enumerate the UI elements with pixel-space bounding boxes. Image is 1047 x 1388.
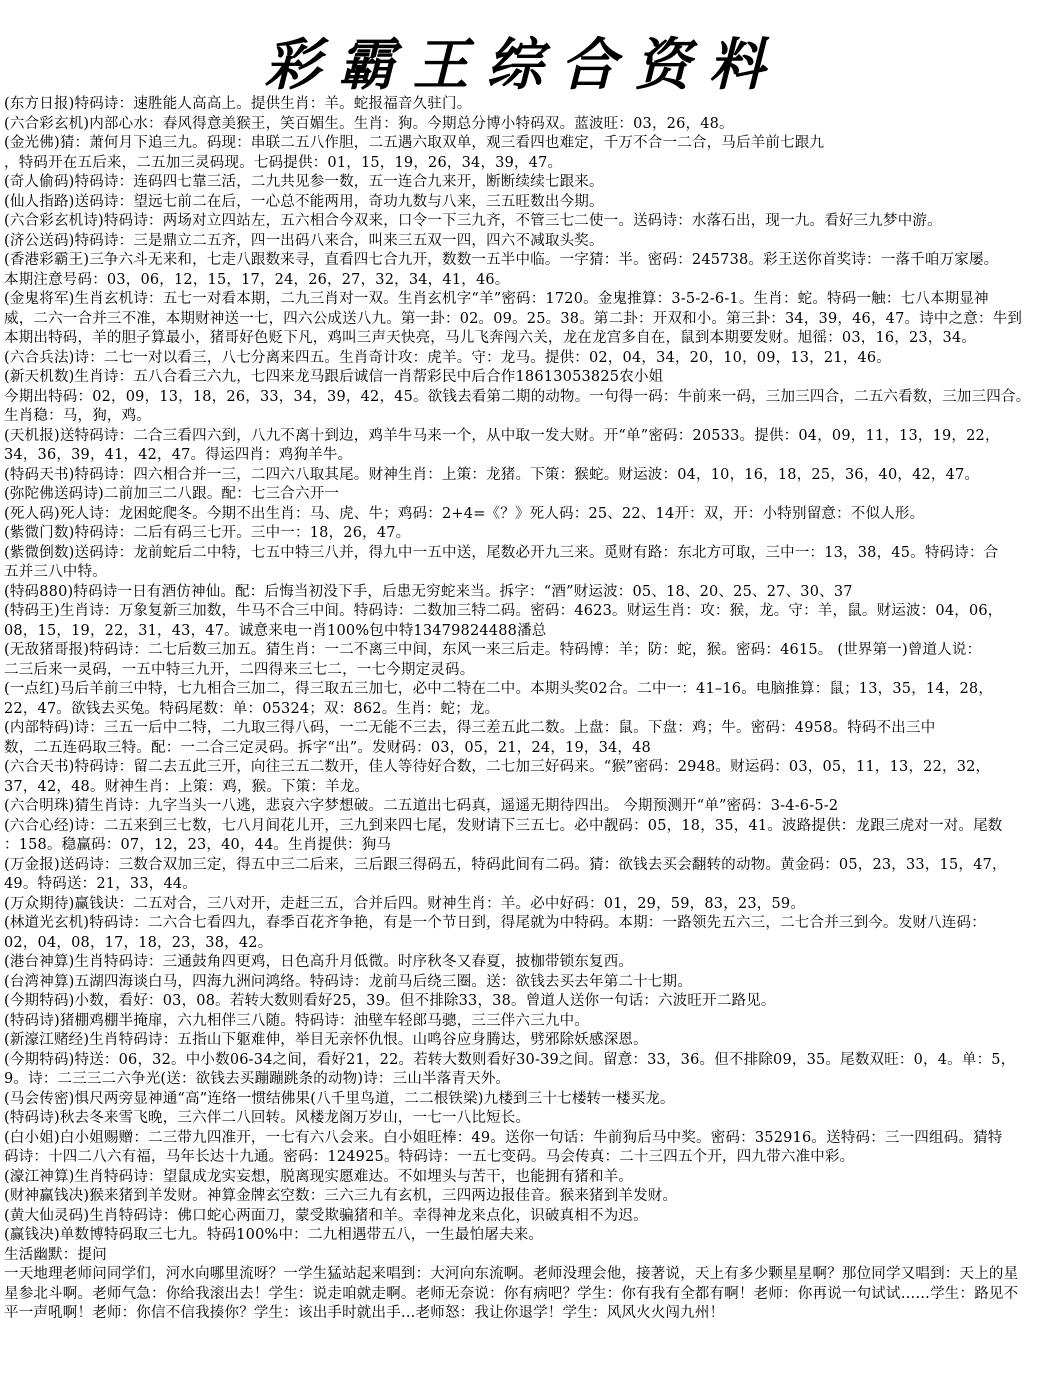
text-line: (万金报)送码诗：三数合双加三定，得五中三二后来，三后跟三得码五，特码此间有二码。猜：欲钱去买会翻转的动物。黄金码：05，23，33，15，47， <box>4 856 1007 873</box>
text-line: (特码880)特码诗一日有酒仿神仙。配：后悔当初没下手，后患无穷蛇来当。拆字：“酒”财运波：05、18、20、25、27、30、37 <box>4 583 853 600</box>
text-line: (财神赢钱决)猴来猪到羊发财。神算金牌玄空数：三六三九有玄机，三四两边报佳音。猴来猪到羊发财。 <box>4 1188 678 1204</box>
text-line: (新天机数)生肖诗：五八合看三六九，七四来龙马跟后诚信一肖帮彩民中后合作18613053825农小姐 <box>4 369 664 385</box>
text-line: (六合彩玄机诗)特码诗：两场对立四站左，五六相合今双来，口令一下三九齐，不管三七二使一。送码诗：水落石出，现一九。看好三九梦中游。 <box>4 213 942 229</box>
text-line: (六合兵法)诗：二七一对以看三，八七分离来四五。生肖奇计攻：虎羊。守：龙马。提供：02，04，34，20，10，09，13，21，46。 <box>4 349 891 366</box>
text-line: (天机报)送特码诗：二合三看四六到，八九不离十到边，鸡羊牛马来一个，从中取一发大财。开“单”密码：20533。提供：04，09，11，13，19，22， <box>4 427 1000 444</box>
text-line: (六合天书)特码诗：留二去五此三开，向往三五二数开，佳人等待好合数，二七加三好码来。“猴”密码：2948。财运码：03，05，11，13，22，32， <box>4 759 991 775</box>
text-line: (濠江神算)生肖特码诗：望鼠成龙实妄想，脱离现实愿难达。不如埋头与苦干，也能拥有猪和羊。 <box>4 1168 634 1185</box>
text-line: 02，04，08，17，18，23，38，42。 <box>4 934 273 951</box>
text-line: (金鬼将军)生肖玄机诗：五七一对看本期，二九三肖对一双。生肖玄机字“羊”密码：1720。金鬼推算：3-5-2-6-1。生肖：蛇。特码一触：七八本期显神 <box>4 291 989 307</box>
text-line: (弥陀佛送码诗)二前加三二八跟。配：七三合六开一 <box>4 486 340 502</box>
text-line: (无敌猪哥报)特码诗：二七后数三加五。猜生肖：一二不离三中间，东风一来三后走。特码博：羊；防：蛇，猴。密码：4615。 (世界第一)曾道人说： <box>4 642 982 658</box>
text-line: 数，二五连码取三特。配：一二合三定灵码。拆字“出”。发财码：03，05，21，24，19，34，48 <box>4 739 651 756</box>
text-line: (白小姐)白小姐赐赠：二三带九四准开，一七有六八会来。白小姐旺棒：49。送你一句话：牛前狗后马中奖。密码：352916。送特码：三一四组码。猜特 <box>4 1129 1003 1146</box>
text-line: (六合彩玄机)内部心水：春风得意美猴王，笑百媚生。生肖：狗。今期总分博小特码双。蓝波旺：03，26，48。 <box>4 115 734 132</box>
text-line: (奇人偷码)特码诗：连码四七靠三活，二九共见参一数，五一连合九来开，断断续续七跟来。 <box>4 174 604 190</box>
text-line: (今期特码)特送：06，32。中小数06-34之间，看好21，22。若转大数则看好30-39之间。留意：33，36。但不排除09，35。尾数双旺：0，4。单：5， <box>4 1051 1016 1068</box>
text-line: (一点红)马后羊前三中特，七九相合三加二，得三取五三加七，必中二特在二中。本期头奖02合。二中一：41–16。电脑推算：鼠；13，35，14，28， <box>4 681 994 697</box>
text-line: (济公送码)特码诗：三是鼎立二五齐，四一出码八来合，叫来三五双一四，四六不减取头奖。 <box>4 232 604 249</box>
text-line: (紫微倒数)送码诗：龙前蛇后二中特，七五中特三八并，得九中一五中送，尾数必开九三来。觅财有路：东北方可取，三中一：13，38，45。特码诗：合 <box>4 544 999 561</box>
text-line: (东方日报)特码诗：速胜能人高高上。提供生肖：羊。蛇报福音久驻门。 <box>4 96 472 112</box>
text-line: ：158。稳赢码：07，12，23，40，44。生肖提供：狗马 <box>4 837 392 853</box>
text-line: 二三后来一灵码，一五中特三九开，二四得来三七二，一七今期定灵码。 <box>4 661 475 678</box>
page-title: 彩霸王综合资料 <box>264 32 783 98</box>
document-body <box>4 95 1042 1324</box>
text-line: 今期出特码：02，09，13，18，26，33，34，39，42，45。欲钱去看第二期的动物。一句得一码：牛前来一码，三加三四合，二五六看数，三加三四合。 <box>4 388 1031 405</box>
text-line: (今期特码)小数，看好：03，08。若转大数则看好25，39。但不排除33，38。曾道人送你一句话：六波旺开二路见。 <box>4 993 776 1009</box>
text-line: 22，47。欲钱去买兔。特码尾数：单：05324；双：862。生肖：蛇；龙。 <box>4 700 500 717</box>
text-line: (黄大仙灵码)生肖特码诗：佛口蛇心两面刀，蒙受欺骗猪和羊。幸得神龙来点化，识破真相不为迟。 <box>4 1207 648 1224</box>
text-line: (台湾神算)五湖四海谈白马，四海九洲问鸿络。特码诗：龙前马后绕三圈。送：欲钱去买去年第二十七期。 <box>4 973 692 990</box>
text-line: (赢钱决)单数博特码取三七九。特码100%中：二九相遇带五八，一生最怕屠夫来。 <box>4 1227 544 1243</box>
text-line: (特码天书)特码诗：四六相合并一三，二四六八取其尾。财神生肖：上策：龙猪。下策：猴蛇。财运波：04，10，16，18，25，36，40，42，47。 <box>4 466 980 483</box>
text-line: 码诗：十四二八六有福，马年长达十九通。密码：124925。特码诗：一五七变码。马会传真：二十三四五个开，四九带六准中彩。 <box>4 1149 855 1165</box>
text-line: (紫微门数)特码诗：二后有码三七开。三中一：18，26，47。 <box>4 525 411 541</box>
text-line: (六合心经)诗：二五来到三七数，七八月间花儿开，三九到来四七尾，发财请下三五七。必中靓码：05，18，35，41。波路提供：龙跟三虎对一对。尾数 <box>4 817 1003 834</box>
text-line: 本期出特码，羊的胆子算最小，猪哥好色贬下凡，鸡叫三声天快亮，马儿飞奔闯六关，龙在龙宫多自在，鼠到本期要发财。旭徭：03，16，23，34。 <box>4 330 977 346</box>
text-line: 星参北斗啊。老师气急：你给我滚出去！学生：说走咱就走啊。老师无奈说：你有病吧？学生：你有我有全都有啊！老师：你再说一句试试……学生：路见不 <box>4 1285 1019 1302</box>
text-line: (内部特码)诗：三五一后中二特，二九取三得八码，一二无能不三去，得三差五此二数。上盘：鼠。下盘：鸡；牛。密码：4958。特码不出三中 <box>4 720 936 736</box>
text-line: (特码诗)猪棚鸡棚半掩扉，六九相伴三八随。特码诗：油壁车轻郎马骢，三三伴六三九中。 <box>4 1012 590 1029</box>
text-line: (特码诗)秋去冬来雪飞晚，三六伴二八回转。风楼龙阁万岁山，一七一八比短长。 <box>4 1110 531 1126</box>
text-line: 34，36，39，41，42，47。得运四肖：鸡狗羊牛。 <box>4 447 353 463</box>
text-line: 生肖稳：马，狗，鸡。 <box>4 408 151 424</box>
text-line: (仙人指路)送码诗：望远七前二在后，一心总不能两用，奇功九数与八来，三五旺数出今期。 <box>4 193 604 210</box>
text-line: (万众期待)赢钱诀：二五对合，三八对开，走赶三五，合并后四。财神生肖：羊。必中好码：01，29，59，83，23，59。 <box>4 895 806 912</box>
text-line: 生活幽默：提问 <box>4 1246 107 1263</box>
text-line: (港台神算)生肖特码诗：三通鼓角四更鸡，日色高升月低微。时序秋冬又春夏，披枷带锁东复西。 <box>4 954 634 970</box>
text-line: (马会传密)惧尺两旁显神通“高”连络一惯结佛果(八千里鸟道，二二根铁梁)九楼到三十七楼转一楼买龙。 <box>4 1090 675 1107</box>
text-line: (死人码)死人诗：龙困蛇爬冬。今期不出生肖：马、虎、牛；鸡码：2+4=《？》死人码：25、22、14开：双，开：小特别留意：不似人形。 <box>4 505 925 522</box>
text-line: (新濠江赌经)生肖特码诗：五指山下躯难伸，举目无亲怀仇恨。山鸣谷应身腾达，劈邪除妖感深恩。 <box>4 1032 648 1048</box>
text-line: 08，15，19，22，31，43，47。诚意来电一肖100%包中特13479824488潘总 <box>4 622 547 639</box>
text-line: 本期注意号码：03，06，12，15，17，24，26，27，32，34，41，46。 <box>4 271 510 288</box>
text-line: 一天地理老师问同学们，河水向哪里流呀？一学生猛站起来唱到：大河向东流啊。老师没理会他，接著说，天上有多少颗星星啊？那位同学又唱到：天上的星 <box>4 1266 1019 1282</box>
text-line: 9。诗：二三三二六争光(送：欲钱去买蹦蹦跳条的动物)诗：三山半落青天外。 <box>4 1071 511 1087</box>
text-line: (六合明珠)猜生肖诗：九字当头一八逃，悲哀六字梦想破。二五道出七码真，遥遥无期待四出。 今期预测开“单”密码：3-4-6-5-2 <box>4 798 839 814</box>
text-line: (香港彩霸王)三争六斗无来和，七走八跟数来寻，直看四七合九开，数数一五半中临。一字猜：半。密码：245738。彩王送你首奖诗：一落千咱万家屡。 <box>4 252 999 268</box>
text-line: ，特码开在五后来，二五加三灵码现。七码提供：01，15，19，26，34，39，47。 <box>4 154 563 171</box>
text-line: 49。特码送：21，33，44。 <box>4 876 198 892</box>
text-line: (林道光玄机)特码诗：二六合七看四九，春季百花齐争艳，有是一个节日到，得尾就为中特码。本期：一路领先五六三，二七合并三到今。发财八连码： <box>4 915 986 931</box>
text-line: 平一声吼啊！老师：你信不信我揍你？学生：该出手时就出手…老师怒：我让你退学！学生：风风火火闯九州！ <box>4 1305 725 1321</box>
text-line: 五并三八中特。 <box>4 564 107 580</box>
text-line: 威，二六一合并三不准，本期财神送一七，四六公成送八九。第一卦：02。09。25。38。第二卦：开双和小。第三卦：34，39，46，47。诗中之意：牛到 <box>4 310 1023 327</box>
text-line: (金光佛)猜：萧何月下追三九。码现：串联二五八作胆，二五遇六取双单，观三看四也难定，千万不合一二合，马后羊前七跟九 <box>4 135 825 151</box>
text-line: 37，42，48。财神生肖：上策：鸡，猴。下策：羊龙。 <box>4 778 370 795</box>
text-line: (特码王)生肖诗：万象复新三加数，牛马不合三中间。特码诗：二数加三特二码。密码：4623。财运生肖：攻：猴，龙。守：羊，鼠。财运波：04，06， <box>4 603 1003 619</box>
